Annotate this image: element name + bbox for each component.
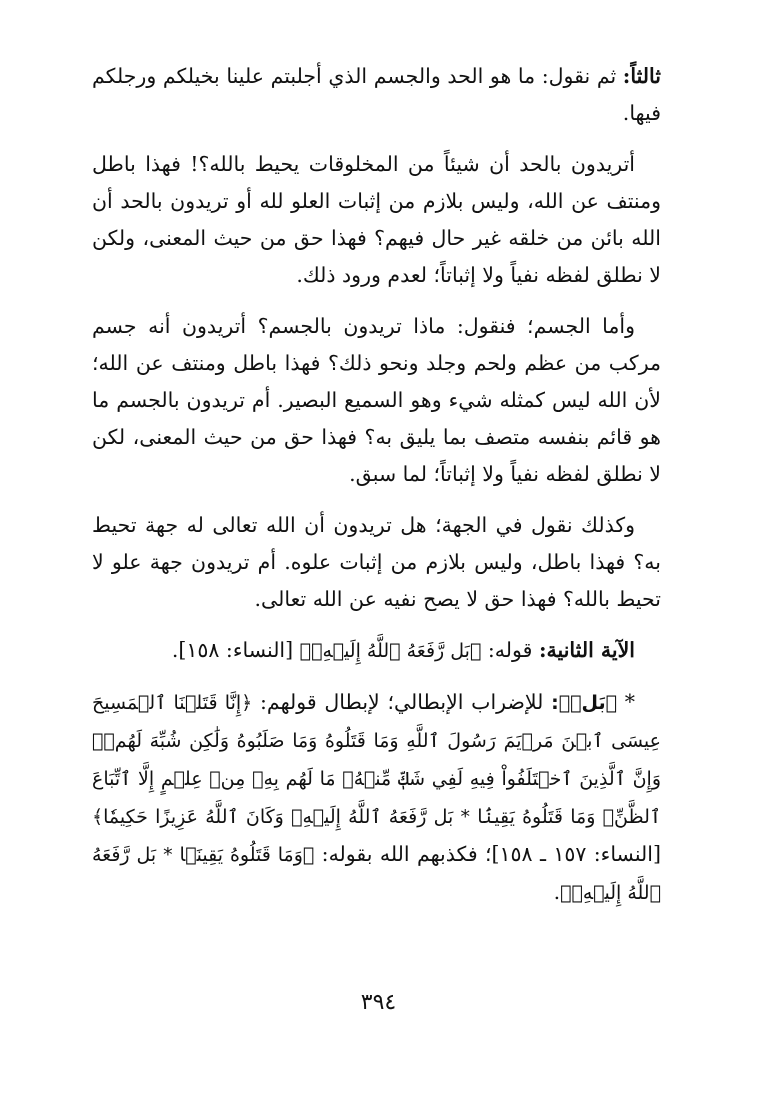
paragraph-3: وأما الجسم؛ فنقول: ماذا تريدون بالجسم؟ أتريدون أنه جسم مركب من عظم ولحم وجلد ونحو ذلك؟ فهذا باطل ومنتف عن الله؛ لأن الله ليس كمثله شيء وهو السميع البصير. أم تريدون بالجسم ما هو قائم بنفسه متصف بما يليق به؟ فهذا حق من حيث المعنى، لكن لا نطلق لفظه نفياً ولا إثباتاً؛ لما سبق. <box>92 314 661 486</box>
verse-heading-label: الآية الثانية: <box>538 638 635 662</box>
paragraph-4: وكذلك نقول في الجهة؛ هل تريدون أن الله تعالى له جهة تحيط به؟ فهذا باطل، وليس بلازم من إثبات علوه. أم تريدون جهة علو لا تحيط بالله؟ فهذا حق لا يصح نفيه عن الله تعالى. <box>92 513 661 611</box>
paragraph-5-text2: فكذبهم الله بقوله: <box>321 842 478 866</box>
paragraph-5-text1: للإضراب الإبطالي؛ لإبطال قولهم: <box>260 690 544 714</box>
paragraph-5 <box>92 684 661 912</box>
paragraph-5-reference: [النساء: ١٥٧ ـ ١٥٨]؛ <box>485 842 661 866</box>
page-number: ٣٩٤ <box>360 990 397 1015</box>
paragraph-1-lead: ثالثاً: <box>622 64 661 88</box>
verse-heading-verse: ﴿بَل رَّفَعَهُ ٱللَّهُ إِلَيۡهِۚ﴾ <box>299 640 482 662</box>
paragraph-1-text: ثم نقول: ما هو الحد والجسم الذي أجلبتم علينا بخيلكم ورجلكم فيها. <box>92 64 661 125</box>
paragraph-5-verse1: ﴿إِنَّا قَتَلۡنَا ٱلۡمَسِيحَ عِيسَى ٱبۡنَ مَرۡيَمَ رَسُولَ ٱللَّهِ وَمَا قَتَلُوهُ وَمَا صَلَبُوهُ وَلَٰكِن شُبِّهَ لَهُمۡۚ وَإِنَّ ٱلَّذِينَ ٱخۡتَلَفُواْ فِيهِ لَفِي شَكّٖ مِّنۡهُۚ مَا لَهُم بِهِۦ مِنۡ عِلۡمٍ إِلَّا ٱتِّبَاعَ ٱلظَّنِّۚ وَمَا قَتَلُوهُ يَقِينَۢا * بَل رَّفَعَهُ ٱللَّهُ إِلَيۡهِۚ وَكَانَ ٱللَّهُ عَزِيزًا حَكِيمٗا﴾ <box>92 692 661 828</box>
paragraph-2: أتريدون بالحد أن شيئاً من المخلوقات يحيط بالله؟! فهذا باطل ومنتف عن الله، وليس بلازم من إثبات العلو لله أو تريدون بالحد أن الله بائن من خلقه غير حال فيهم؟ فهذا حق من حيث المعنى، ولكن لا نطلق لفظه نفياً ولا إثباتاً؛ لعدم ورود ذلك. <box>92 152 661 287</box>
body-text <box>92 58 661 926</box>
verse-heading <box>92 632 661 670</box>
paragraph-5-star: * <box>624 690 635 714</box>
paragraph-1 <box>92 58 661 132</box>
verse-heading-reference: [النساء: ١٥٨]. <box>171 638 294 662</box>
verse-heading-intro: قوله: <box>487 638 533 662</box>
paragraph-5-verse2: ﴿وَمَا قَتَلُوهُ يَقِينَۢا * بَل رَّفَعَهُ ٱللَّهُ إِلَيۡهِۚ﴾ <box>92 844 661 904</box>
paragraph-5-word: ﴿بَلۚ﴾: <box>551 692 618 714</box>
paragraph-5-end: . <box>553 880 561 904</box>
